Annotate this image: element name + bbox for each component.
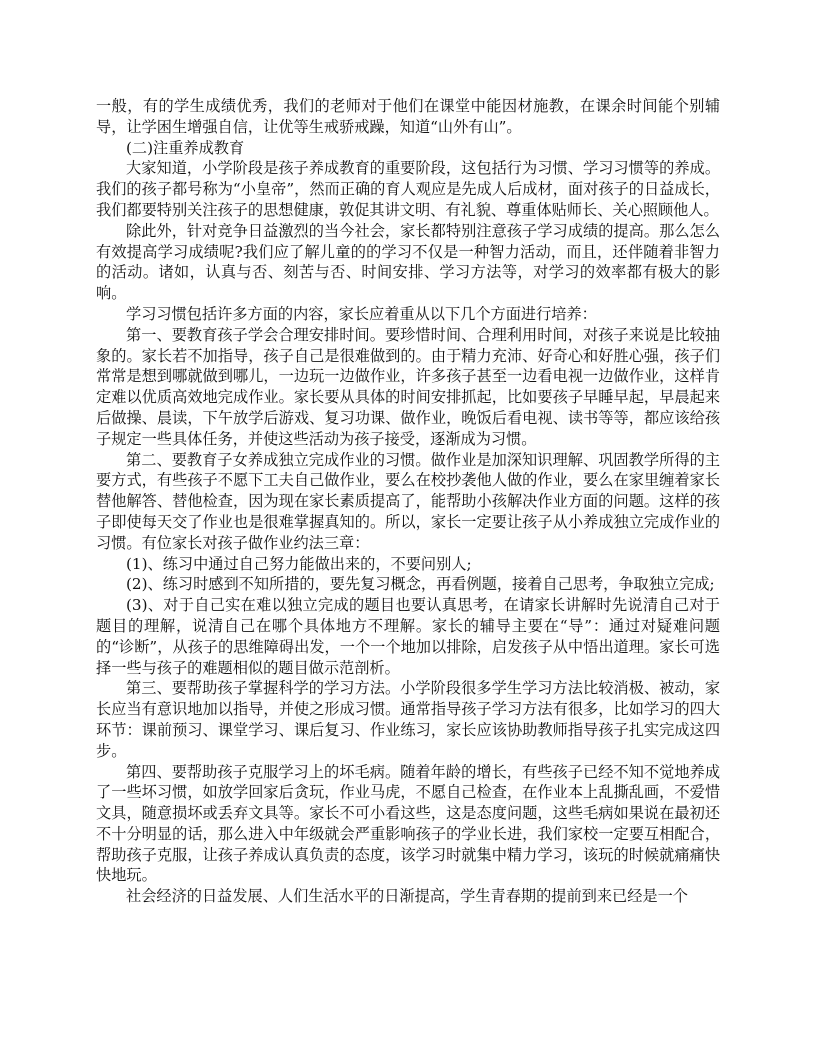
- paragraph-3: 大家知道，小学阶段是孩子养成教育的重要阶段，这包括行为习惯、学习习惯等的养成。我们的孩子都号称为“小皇帝”，然而正确的育人观应是先成人后成材，面对孩子的日益成长，我们都要特别关注孩子的思想健康，敦促其讲文明、有礼貌、尊重体贴师长、关心照顾他人。: [96, 159, 720, 219]
- paragraph-6: 第一、要教育孩子学会合理安排时间。要珍惜时间、合理利用时间，对孩子来说是比较抽象的。家长若不加指导，孩子自己是很难做到的。由于精力充沛、好奇心和好胜心强，孩子们常常是想到哪就做到哪儿，一边玩一边做作业，许多孩子甚至一边看电视一边做作业，这样肯定难以优质高效地完成作业。家长要从具体的时间安排抓起，比如要孩子早睡早起，早晨起来后做操、晨读，下午放学后游戏、复习功课、做作业，晚饭后看电视、读书等等，都应该给孩子规定一些具体任务，并使这些活动为孩子接受，逐渐成为习惯。: [96, 325, 720, 448]
- paragraph-7: 第二、要教育子女养成独立完成作业的习惯。做作业是加深知识理解、巩固教学所得的主要方式，有些孩子不愿下工夫自己做作业，要么在校抄袭他人做的作业，要么在家里缠着家长替他解答、替他检查，因为现在家长素质提高了，能帮助小孩解决作业方面的问题。这样的孩子即使每天交了作业也是很难掌握真知的。所以，家长一定要让孩子从小养成独立完成作业的习惯。有位家长对孩子做作业约法三章：: [96, 450, 720, 552]
- paragraph-5: 学习习惯包括许多方面的内容，家长应着重从以下几个方面进行培养：: [126, 304, 597, 323]
- paragraph-1: 一般，有的学生成绩优秀，我们的老师对于他们在课堂中能因材施教，在课余时间能个别辅导，让学困生增强自信，让优等生戒骄戒躁，知道“山外有山”。: [96, 97, 720, 136]
- section-heading: (二)注重养成教育: [126, 138, 245, 157]
- paragraph-4: 除此外，针对竞争日益激烈的当今社会，家长都特别注意孩子学习成绩的提高。那么怎么有效提高学习成绩呢?我们应了解儿童的的学习不仅是一种智力活动，而且，还伴随着非智力的活动。诸如，认真与否、刻苦与否、时间安排、学习方法等，对学习的效率都有极大的影响。: [96, 221, 720, 303]
- document-page: [96, 96, 720, 907]
- list-item-1: (1)、练习中通过自己努力能做出来的，不要问别人;: [126, 554, 472, 573]
- list-item-2: (2)、练习时感到不知所措的，要先复习概念，再看例题，接着自己思考，争取独立完成;: [126, 575, 715, 594]
- paragraph-12: 第四、要帮助孩子克服学习上的坏毛病。随着年龄的增长，有些孩子已经不知不觉地养成了一些坏习惯，如放学回家后贪玩，作业马虎，不愿自己检查，在作业本上乱撕乱画，不爱惜文具，随意损坏或丢弃文具等。家长不可小看这些，这是态度问题，这些毛病如果说在最初还不十分明显的话，那么进入中年级就会严重影响孩子的学业长进，我们家校一定要互相配合，帮助孩子克服，让孩子养成认真负责的态度，该学习时就集中精力学习，该玩的时候就痛痛快快地玩。: [96, 762, 720, 885]
- paragraph-11: 第三、要帮助孩子掌握科学的学习方法。小学阶段很多学生学习方法比较消极、被动，家长应当有意识地加以指导，并使之形成习惯。通常指导孩子学习方法有很多，比如学习的四大环节：课前预习、课堂学习、课后复习、作业练习，家长应该协助教师指导孩子扎实完成这四步。: [96, 679, 720, 760]
- paragraph-13: 社会经济的日益发展、人们生活水平的日渐提高，学生青春期的提前到来已经是一个: [126, 887, 688, 906]
- list-item-3: (3)、对于自己实在难以独立完成的题目也要认真思考，在请家长讲解时先说清自己对于题目的理解，说清自己在哪个具体地方不理解。家长的辅导主要在“导”：通过对疑难问题的“诊断”，从孩子的思维障碍出发，一个一个地加以排除，启发孩子从中悟出道理。家长可选择一些与孩子的难题相似的题目做示范剖析。: [96, 596, 720, 677]
